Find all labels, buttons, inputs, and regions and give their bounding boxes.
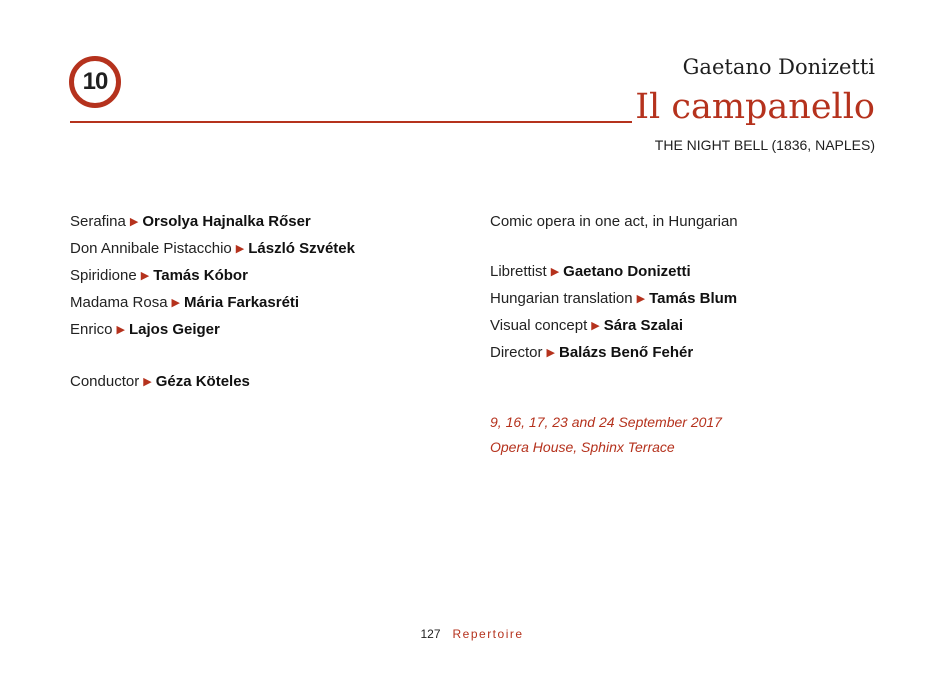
credit-entry — [490, 340, 890, 367]
page-number: 127 — [420, 627, 441, 641]
role-label: Director — [490, 344, 543, 361]
role-label: Visual concept — [490, 317, 588, 334]
conductor-entry — [70, 369, 470, 396]
performer-name: Lajos Geiger — [129, 321, 220, 338]
arrow-right-icon: ▶ — [171, 297, 181, 309]
role-label: Hungarian translation — [490, 290, 633, 307]
cast-entry — [70, 317, 470, 344]
role-label: Librettist — [490, 263, 547, 280]
section-name: Repertoire — [452, 627, 524, 641]
production-info — [490, 209, 890, 367]
arrow-right-icon: ▶ — [591, 320, 600, 332]
cast-entry — [70, 290, 470, 317]
performer-name: Sára Szalai — [603, 317, 683, 334]
performer-name: Mária Farkasréti — [184, 294, 300, 311]
performance-dates: 9, 16, 17, 23 and 24 September 2017 — [490, 414, 722, 430]
arrow-right-icon: ▶ — [143, 376, 152, 388]
cast-list — [70, 209, 470, 396]
role-label: Enrico — [70, 321, 113, 338]
programme-number-badge — [69, 56, 121, 108]
programme-number: 10 — [82, 68, 108, 95]
performance-details — [490, 410, 722, 460]
performer-name: László Szvétek — [248, 240, 355, 257]
arrow-right-icon: ▶ — [550, 266, 560, 278]
role-label: Conductor — [70, 373, 140, 390]
cast-entry — [70, 209, 470, 236]
credit-entry — [490, 313, 890, 340]
opera-description: Comic opera in one act, in Hungarian — [490, 213, 738, 230]
arrow-right-icon: ▶ — [116, 324, 125, 336]
role-label: Don Annibale Pistacchio — [70, 240, 232, 257]
header-divider — [70, 121, 632, 123]
performer-name: Balázs Benő Fehér — [558, 344, 694, 361]
opera-title: Il campanello — [635, 87, 875, 127]
performer-name: Tamás Blum — [649, 290, 738, 307]
arrow-right-icon: ▶ — [235, 243, 245, 255]
cast-entry — [70, 236, 470, 263]
role-label: Spiridione — [70, 267, 137, 284]
arrow-right-icon: ▶ — [140, 270, 150, 282]
composer-name: Gaetano Donizetti — [682, 55, 875, 79]
page-footer — [0, 627, 944, 641]
performer-name: Gaetano Donizetti — [563, 263, 691, 280]
opera-subtitle: THE NIGHT BELL (1836, NAPLES) — [654, 137, 875, 153]
role-label: Serafina — [70, 213, 126, 230]
credit-entry — [490, 286, 890, 313]
arrow-right-icon: ▶ — [129, 216, 139, 228]
performer-name: Orsolya Hajnalka Rőser — [142, 213, 311, 230]
arrow-right-icon: ▶ — [546, 347, 555, 359]
performer-name: Géza Köteles — [155, 373, 250, 390]
credit-entry — [490, 259, 890, 286]
arrow-right-icon: ▶ — [636, 293, 646, 305]
performer-name: Tamás Kóbor — [153, 267, 248, 284]
cast-entry — [70, 263, 470, 290]
role-label: Madama Rosa — [70, 294, 168, 311]
performance-venue: Opera House, Sphinx Terrace — [490, 439, 675, 455]
